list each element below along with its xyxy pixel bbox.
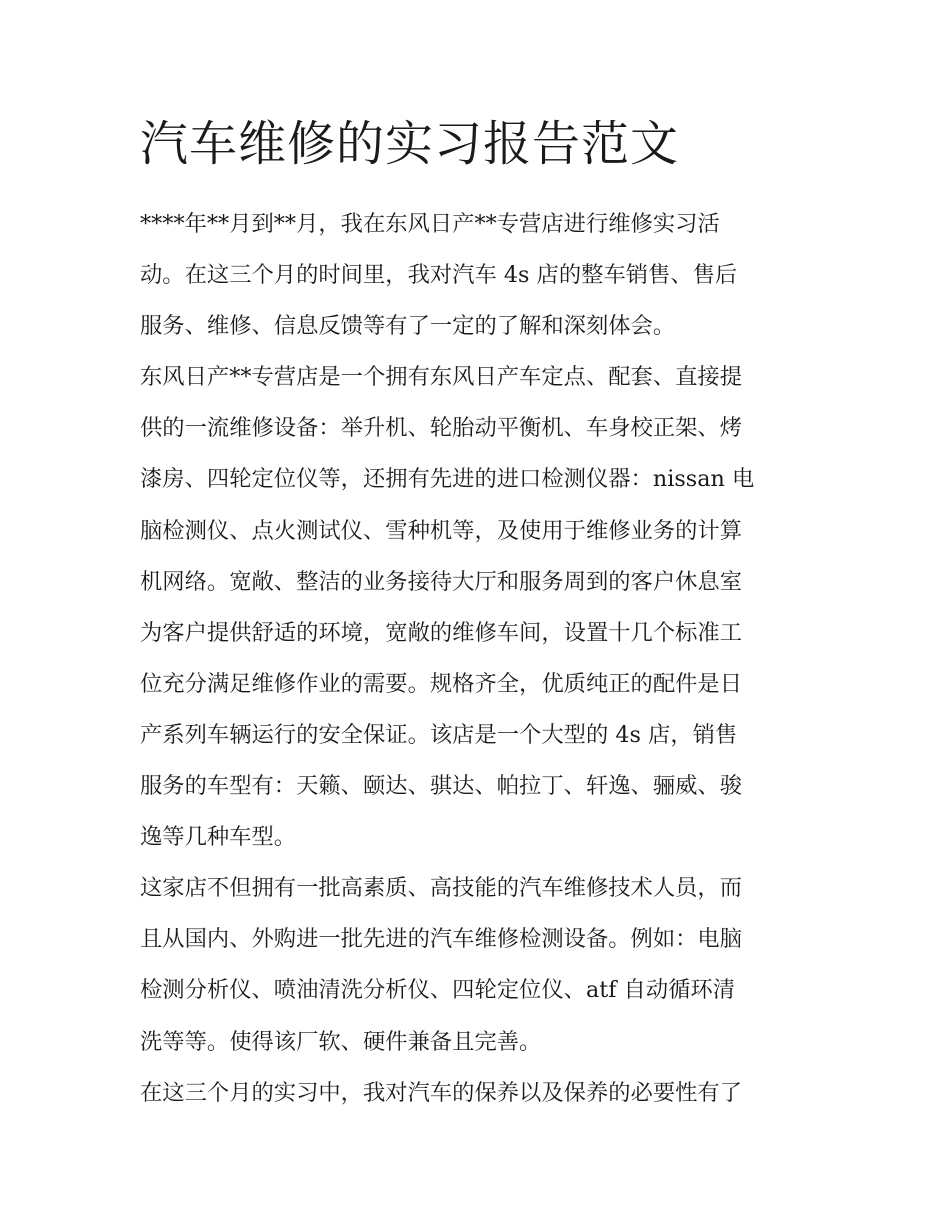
text-line: 服务、维修、信息反馈等有了一定的了解和深刻体会。 (140, 313, 676, 340)
text-line: 位充分满足维修作业的需要。规格齐全，优质纯正的配件是日 (140, 670, 743, 697)
document-title: 汽车维修的实习报告范文 (140, 116, 680, 172)
text-line: ****年**月到**月，我在东风日产**专营店进行维修实习活 (140, 211, 720, 237)
text-line: 洗等等。使得该厂软、硬件兼备且完善。 (140, 1028, 542, 1055)
text-line: 东风日产**专营店是一个拥有东风日产车定点、配套、直接提 (140, 364, 743, 391)
text-line: 服务的车型有：天籁、颐达、骐达、帕拉丁、轩逸、骊威、骏 (140, 773, 743, 800)
text-line: 漆房、四轮定位仪等，还拥有先进的进口检测仪器：nissan 电 (140, 466, 755, 493)
text-line: 脑检测仪、点火测试仪、雪种机等，及使用于维修业务的计算 (140, 517, 743, 544)
text-line: 动。在这三个月的时间里，我对汽车 4s 店的整车销售、售后 (140, 262, 738, 289)
document-body (140, 199, 812, 1119)
text-line: 且从国内、外购进一批先进的汽车维修检测设备。例如：电脑 (140, 926, 743, 953)
text-line: 逸等几种车型。 (140, 824, 297, 851)
text-line: 供的一流维修设备：举升机、轮胎动平衡机、车身校正架、烤 (140, 415, 743, 442)
text-line: 检测分析仪、喷油清洗分析仪、四轮定位仪、atf 自动循环清 (140, 977, 736, 1004)
text-line: 为客户提供舒适的环境，宽敞的维修车间，设置十几个标准工 (140, 619, 743, 646)
text-line: 在这三个月的实习中，我对汽车的保养以及保养的必要性有了 (140, 1079, 743, 1106)
text-line: 机网络。宽敞、整洁的业务接待大厅和服务周到的客户休息室 (140, 568, 743, 595)
text-line: 这家店不但拥有一批高素质、高技能的汽车维修技术人员，而 (140, 875, 743, 902)
text-line: 产系列车辆运行的安全保证。该店是一个大型的 4s 店，销售 (140, 721, 738, 748)
